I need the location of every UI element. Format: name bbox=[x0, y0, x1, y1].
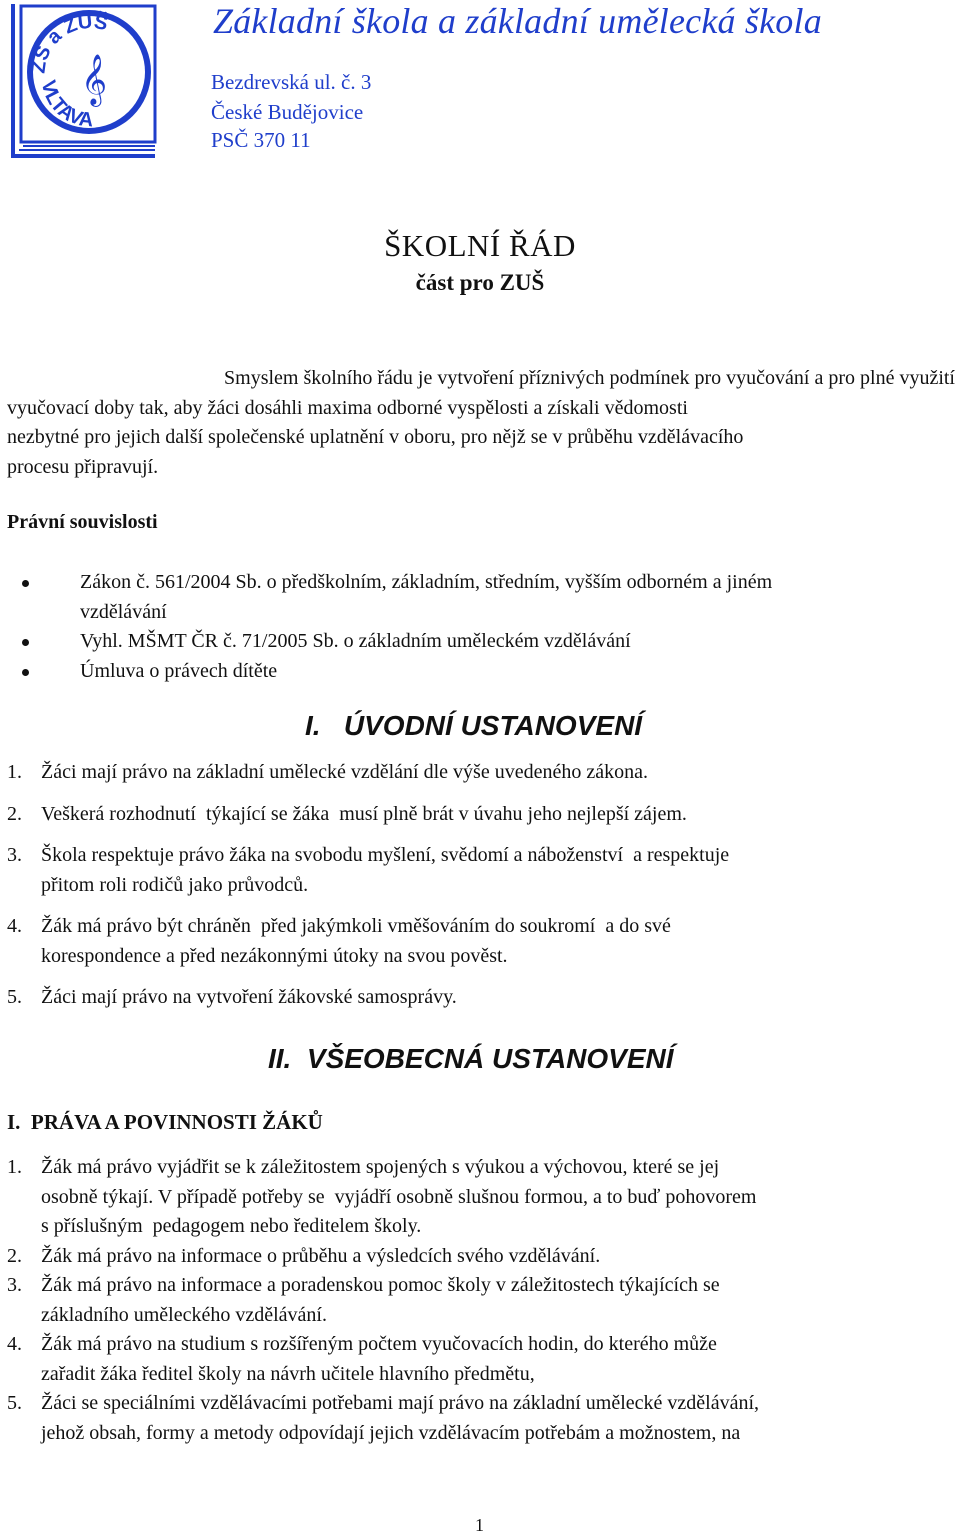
list-item bbox=[7, 1242, 955, 1272]
list-item-text: s příslušným pedagogem nebo ředitelem školy. bbox=[41, 1215, 422, 1237]
list-item bbox=[7, 841, 955, 900]
list-item bbox=[7, 800, 955, 830]
list-item bbox=[7, 1153, 955, 1242]
school-name: Základní škola a základní umělecká škola bbox=[213, 1, 822, 41]
legal-context-list bbox=[22, 568, 772, 686]
treble-clef-icon: 𝄞 bbox=[81, 54, 108, 105]
list-item bbox=[22, 627, 772, 657]
school-logo-graphic bbox=[9, 0, 159, 160]
address-postal-code: PSČ 370 11 bbox=[211, 128, 311, 152]
list-item bbox=[22, 657, 772, 687]
address-city: České Budějovice bbox=[211, 100, 364, 124]
intro-paragraph bbox=[7, 364, 955, 482]
bullet-icon bbox=[22, 669, 29, 676]
list-item-number: 5. bbox=[7, 986, 22, 1008]
list-item-text: Žák má právo vyjádřit se k záležitostem spojených s výukou a výchovou, které se jej bbox=[41, 1156, 720, 1178]
logo-text-top: ZŠ a ZUŠ bbox=[27, 10, 110, 75]
document-title: ŠKOLNÍ ŘÁD bbox=[384, 228, 576, 263]
list-item-text: základního uměleckého vzdělávání. bbox=[41, 1303, 327, 1326]
section-heading-introductory: I. ÚVODNÍ USTANOVENÍ bbox=[305, 710, 643, 741]
list-item-text: Žák má právo na informace o průběhu a výsledcích svého vzdělávání. bbox=[41, 1244, 601, 1267]
intro-line: nezbytné pro jejich další společenské uplatnění v oboru, pro nějž se v průběhu vzdělávacího bbox=[7, 426, 744, 448]
student-rights-list bbox=[7, 1153, 955, 1448]
list-item-text: Žák má právo na studium s rozšířeným počtem vyučovacích hodin, do kterého může bbox=[41, 1333, 717, 1355]
list-item-number: 3. bbox=[7, 1274, 22, 1296]
list-item-text: zařadit žáka ředitel školy na návrh učitele hlavního předmětu, bbox=[41, 1362, 535, 1385]
bullet-icon bbox=[22, 580, 29, 587]
list-item-text: přitom roli rodičů jako průvodců. bbox=[41, 873, 309, 896]
page-number: 1 bbox=[475, 1515, 484, 1535]
intro-line: procesu připravují. bbox=[7, 455, 159, 478]
list-item bbox=[7, 912, 955, 971]
intro-line: Smyslem školního řádu je vytvoření příznivých podmínek pro vyučování a pro plné využití bbox=[224, 367, 955, 389]
bullet-icon bbox=[22, 639, 29, 646]
list-item-number: 3. bbox=[7, 844, 22, 866]
list-item-number: 2. bbox=[7, 802, 22, 825]
list-item-number: 2. bbox=[7, 1244, 22, 1267]
list-item-text: jehož obsah, formy a metody odpovídají jejich vzdělávacím potřebám a možnostem, na bbox=[41, 1421, 741, 1444]
list-item bbox=[7, 1330, 955, 1389]
list-item bbox=[7, 983, 955, 1013]
list-item-number: 4. bbox=[7, 1333, 22, 1355]
legal-context-heading: Právní souvislosti bbox=[7, 511, 158, 533]
list-item bbox=[7, 1271, 955, 1330]
list-item-text: Žák má právo na informace a poradenskou pomoc školy v záležitostech týkajících se bbox=[41, 1274, 720, 1296]
intro-line: vyučovací doby tak, aby žáci dosáhli maxima odborné vyspělosti a získali vědomosti bbox=[7, 396, 688, 419]
list-item-text: Zákon č. 561/2004 Sb. o předškolním, základním, středním, vyšším odborném a jiném bbox=[80, 571, 773, 593]
section-subheading-student-rights: I. PRÁVA A POVINNOSTI ŽÁKŮ bbox=[7, 1110, 323, 1134]
list-item-text: Úmluva o právech dítěte bbox=[80, 659, 278, 682]
section-heading-general: II. VŠEOBECNÁ USTANOVENÍ bbox=[268, 1043, 674, 1074]
list-item-text: Žáci mají právo na vytvoření žákovské samosprávy. bbox=[41, 986, 457, 1008]
list-item-text: Žák má právo být chráněn před jakýmkoli vměšováním do soukromí a do své bbox=[41, 915, 671, 937]
list-item bbox=[7, 758, 955, 788]
list-item bbox=[22, 568, 772, 627]
list-item-text: vzdělávání bbox=[80, 600, 167, 623]
school-logo bbox=[9, 0, 159, 160]
list-item-text: Vyhl. MŠMT ČR č. 71/2005 Sb. o základním uměleckém vzdělávání bbox=[80, 630, 631, 652]
list-item-text: Škola respektuje právo žáka na svobodu myšlení, svědomí a náboženství a respektuje bbox=[41, 844, 730, 866]
list-item-text: Žáci mají právo na základní umělecké vzdělání dle výše uvedeného zákona. bbox=[41, 761, 648, 783]
list-item-number: 4. bbox=[7, 915, 22, 937]
address-street: Bezdrevská ul. č. 3 bbox=[211, 70, 372, 94]
list-item-number: 5. bbox=[7, 1392, 22, 1414]
list-item bbox=[7, 1389, 955, 1448]
list-item-number: 1. bbox=[7, 761, 22, 783]
logo-text-bottom: VLTAVA bbox=[36, 78, 95, 132]
list-item-number: 1. bbox=[7, 1156, 22, 1178]
section-introductory-list bbox=[7, 758, 955, 1013]
list-item-text: Žáci se speciálními vzdělávacími potřebami mají právo na základní umělecké vzdělávání, bbox=[41, 1392, 760, 1414]
list-item-text: osobně týkají. V případě potřeby se vyjádří osobně slušnou formou, a to buď pohovorem bbox=[41, 1185, 757, 1208]
document-subtitle: část pro ZUŠ bbox=[415, 270, 545, 295]
list-item-text: korespondence a před nezákonnými útoky na svou pověst. bbox=[41, 944, 508, 967]
list-item-text: Veškerá rozhodnutí týkající se žáka musí plně brát v úvahu jeho nejlepší zájem. bbox=[41, 802, 687, 825]
